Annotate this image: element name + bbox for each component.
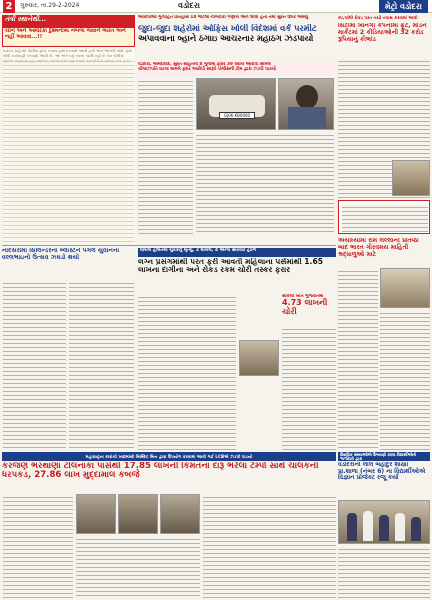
editorial-body: વડોદરા શહેરમાં પોલીસ દ્વારા તપાસ હાથ ધરવામાં આવી હતી અને આરોપી સામે ગુનો નોંધી કાર્યવાહી કરવામાં આવી છે. આ અંગે વધુ તપાસ ચાલી રહી છે તેમ પોલીસ [3, 49, 134, 244]
right-headline-box [338, 23, 430, 57]
center-right-headline-box [282, 294, 336, 324]
lead-sub-box [138, 62, 336, 76]
lead-sub-2: ચીલાઝપતિ ઘટના મામલે ફરાર આરોપી સ્વરૂપે પોલીસની ટીમ દ્વારા ઝડપી પાડયો [138, 67, 276, 73]
ayodhya-column-2 [380, 310, 430, 450]
page-number: 2 [3, 0, 15, 13]
ayodhya-headline: અયોધ્યામાં રામ લલ્લાની પ્રતિષ્ઠા બાદ ભારત ગૌરવમય માહિતી શ્રદ્ધાળુઓ માટે [338, 238, 419, 258]
bottom-right-headline-box [338, 462, 430, 498]
bottom-headline-box [2, 462, 336, 492]
lead-kicker-box [138, 15, 336, 24]
section-divider [2, 245, 336, 246]
masthead [0, 0, 432, 13]
bottom-photo-2 [118, 494, 158, 534]
advertisement-box [338, 200, 430, 234]
left-mid-column-1 [3, 280, 66, 450]
lead-photo-accused [278, 78, 334, 130]
right-kicker: રપ,પ00 રોકડ પરત તરફે તપાસ કરવામાં આવી [338, 15, 418, 20]
center-mid-headline-box [138, 258, 336, 292]
lead-photo-car [196, 78, 276, 130]
center-mid-headline: લગ્ન પ્રસંગમાંથી પરત ફરી આવતી મહિલાના પર્સમાંથી 1.65 લાખના દાગીના અને રોકડ રકમ ચોરી તસ્કર ફરાર [138, 258, 324, 275]
bottom-right-headline: વડોદરાની લાલ બહાદુર શાસ્ત્રી પ્રા.શાળા (નંબર 6) ના વિદ્યાર્થીઓએ વિજ્ઞાન પ્રોજેક્ટ રજૂ કર્યા [338, 462, 426, 482]
section-title: મેટ્રો વડોદરા [379, 0, 428, 13]
bottom-column-3 [203, 494, 336, 598]
lead-column-1 [138, 78, 193, 234]
ayodhya-column-1 [338, 268, 378, 450]
editorial-headline: ચીન અને અમેરિકા દુશ્મનીમાં નબળા જવાને ભારત અને નહીં આવવા...!! [5, 28, 126, 40]
ayodhya-headline-box [338, 238, 430, 268]
lead-headline-box [138, 24, 336, 62]
right-kicker-box [338, 15, 430, 23]
center-right-headline: 4.73 લાખની ચોરી [282, 298, 328, 317]
bottom-column-2 [76, 536, 200, 598]
lead-headline-2: અપાવવાના બ્હાને ઠગાઇ આચરનાર મહાઠગ ઝડપાયો [138, 33, 314, 44]
left-mid-column-2 [69, 280, 134, 450]
lead-sub-1: વડોદરા, અમદાવાદ, સુરત સહિતના 8 ગુનામાં ફરાર 39 વર્ષીય આરોપી સામેલ [138, 62, 271, 67]
right-headline: સિટીમાં ખાનગી કંપનીમાં ફ્રૂટ, મોડર્ન માર્કેટમાં 2 કીડિયાઓની 32 કરોડ રૂપિયાનું કૌભાંડ [338, 23, 427, 43]
section-city: વડોદરા [178, 1, 200, 10]
center-mid-column-1 [138, 294, 236, 450]
lead-column-2 [196, 132, 334, 234]
left-mid-headline-box [2, 248, 135, 278]
bottom-photo-3 [160, 494, 200, 534]
bottom-right-column [338, 546, 430, 598]
center-right-kicker: સાવલી ખાતે ગુજરાતમાં [282, 294, 324, 299]
right-top-photo [392, 160, 430, 196]
center-mid-kicker-box [138, 248, 336, 257]
ayodhya-photo [380, 268, 430, 308]
car-plate: GJ06 KB0000 [219, 112, 255, 119]
center-right-column [282, 326, 336, 450]
lead-kicker: આરોપીઓ ગુનાહિત ઇતિહાસ 18 જેટલા નાગરીકો ગણાય અને લીધા હતા તેમાં સુરત ઉપર આવ્યું [138, 15, 309, 20]
bottom-right-photo [338, 500, 430, 544]
issue-date: ગુરુવાર, તા.29-2-2024 [20, 2, 80, 9]
bottom-headline: કરજણ ભરથાણા ટોલનાકા પાસેથી 17.85 લાખની કિંમતના દારૂ ભરેલા ટેમ્પો સાથે ચાલકની ધરપકડ, 27.86 લાખ મુદ્દામાલ કબજે [2, 462, 319, 481]
bottom-right-kicker: શૈક્ષણિક સંસ્થાઓએ ઉજવણી કરવા વિદ્યાર્થીઓની ભાગીદારી દ્વારા [340, 452, 417, 461]
bottom-banner: મહારાષ્ટ્રના કારાંચી ખાદ્યમાંથી બિસ્કિટ બિન દ્વારા ઉપયોગ કરવામાં આવી ગઈ LCBએ ઝડપી પાડયો [2, 452, 336, 461]
center-mid-photo [239, 340, 279, 376]
bottom-column-1 [3, 494, 73, 598]
left-mid-headline: નાંદેસરામાં સિલિન્ડરના બ્લાસ્ટને પગલે યુવાનના વલ્લભાઇનો ઉત્સવ ઝઘડો થયો [2, 248, 120, 261]
bottom-right-kicker-box [338, 452, 430, 461]
bottom-photo-1 [76, 494, 116, 534]
center-mid-kicker: ઘાયલ હાલતમાં યુવકનું મૃત્યુ, 2 ઘાયલ, 4 અન્ય સારવાર હેઠળ [140, 248, 257, 253]
lead-headline-1: જુદા-જુદા શહેરોમાં ઓફિસ ખોલી વિદેશમાં વર્ક પરમીટ [138, 24, 317, 33]
editorial-headline-box [2, 27, 135, 47]
editorial-tag: તંત્રી સ્થાનેથી... [5, 15, 47, 23]
editorial-text-lines [3, 58, 134, 244]
